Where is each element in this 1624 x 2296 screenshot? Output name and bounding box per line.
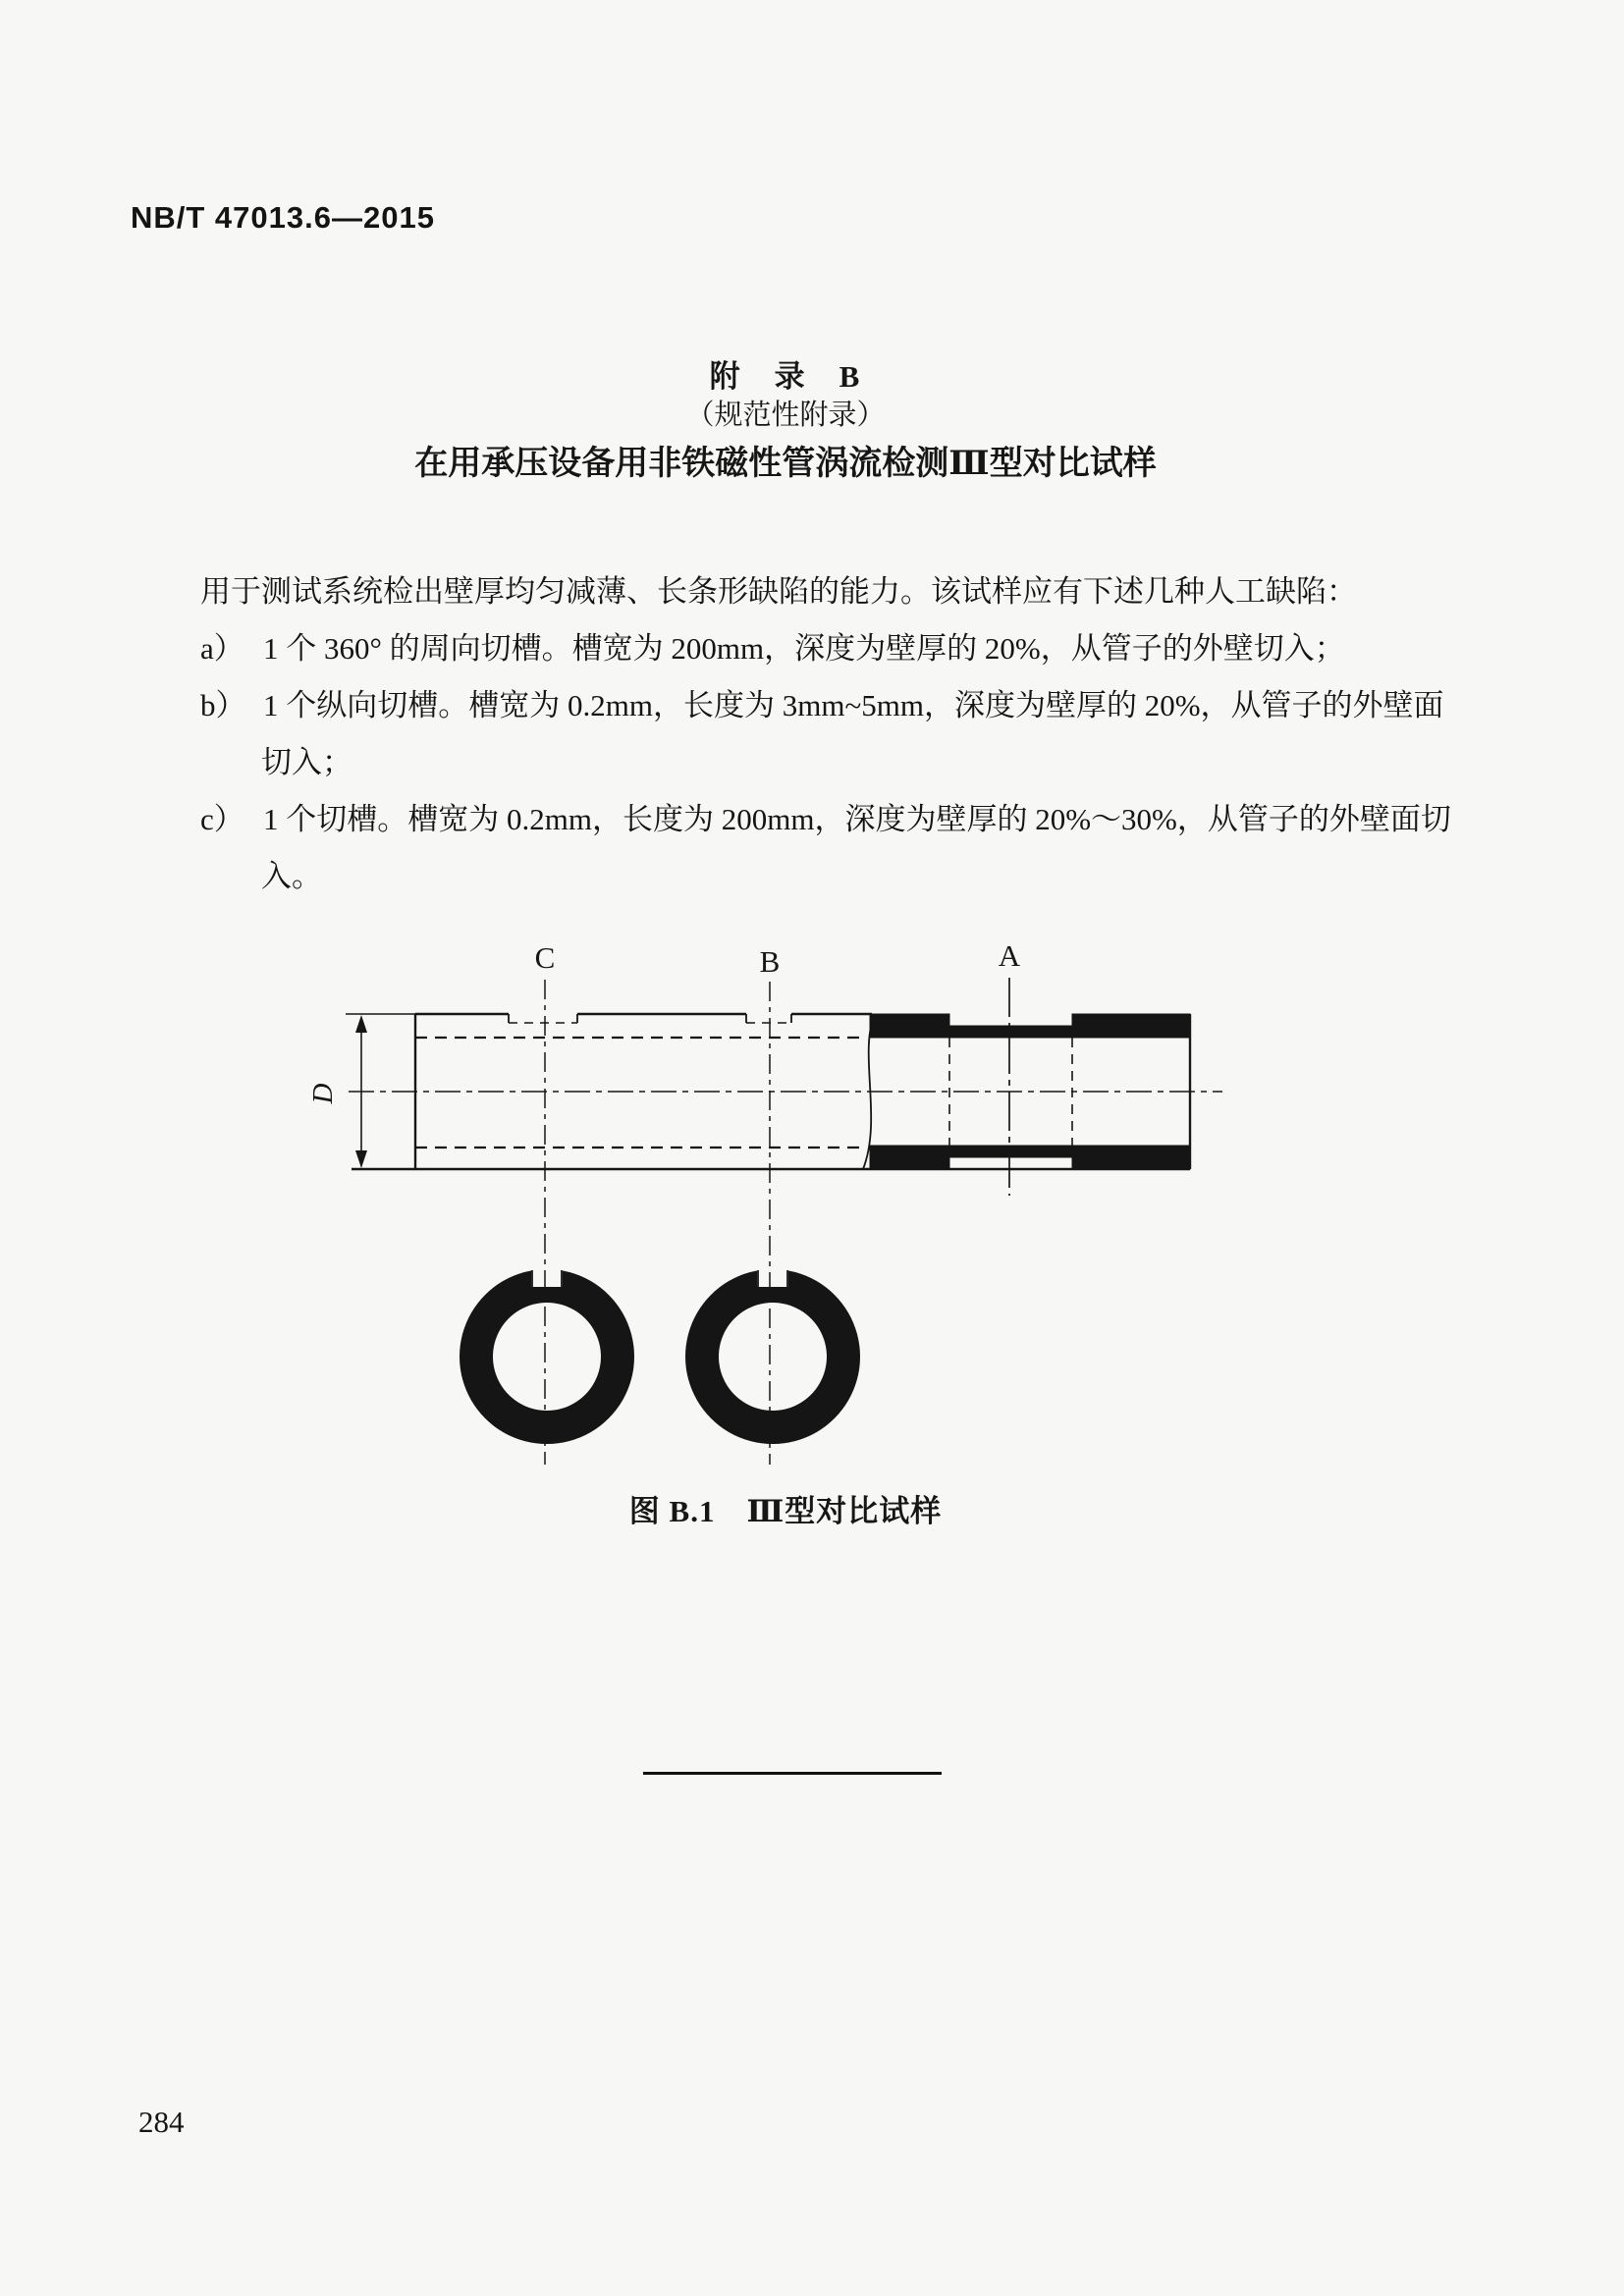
label-diameter-d: D (307, 1083, 339, 1104)
list-item-a-text: 1 个 360° 的周向切槽。槽宽为 200mm，深度为壁厚的 20%，从管子的外壁切入； (263, 631, 1345, 666)
label-section-b: B (759, 944, 781, 979)
paragraph-intro: 用于测试系统检出壁厚均匀减薄、长条形缺陷的能力。该试样应有下述几种人工缺陷： (200, 574, 1357, 609)
figure-caption: 图 B.1 Ⅲ型对比试样 (628, 1494, 943, 1528)
list-item-b-continuation: 切入； (261, 745, 352, 779)
page-number: 284 (138, 2105, 185, 2139)
groove-c-notch (509, 1014, 577, 1023)
appendix-heading: 在用承压设备用非铁磁性管涡流检测Ⅲ型对比试样 (414, 446, 1157, 482)
list-item-a-label: a） (200, 631, 244, 666)
appendix-subtitle: （规范性附录） (685, 400, 886, 431)
end-of-section-divider (643, 1772, 942, 1775)
list-item-b-text: 1 个纵向切槽。槽宽为 0.2mm，长度为 3mm~5mm，深度为壁厚的 20%，从管子的外壁面 (263, 688, 1444, 722)
standard-number: NB/T 47013.6—2015 (131, 200, 435, 235)
list-item-c-text: 1 个切槽。槽宽为 0.2mm，长度为 200mm，深度为壁厚的 20%～30%，从管子的外壁面切 (263, 802, 1451, 836)
list-item-c-continuation: 入。 (261, 859, 322, 893)
section-labels (535, 938, 1021, 979)
ring-section-c (460, 1263, 634, 1444)
appendix-title: 附 录 B (709, 359, 862, 394)
label-section-c: C (534, 940, 556, 975)
label-section-a: A (998, 938, 1021, 973)
list-item-b-label: b） (200, 688, 246, 722)
list-item-c-label: c） (200, 802, 244, 836)
ring-section-b (685, 1263, 860, 1444)
groove-b-notch (746, 1014, 791, 1023)
